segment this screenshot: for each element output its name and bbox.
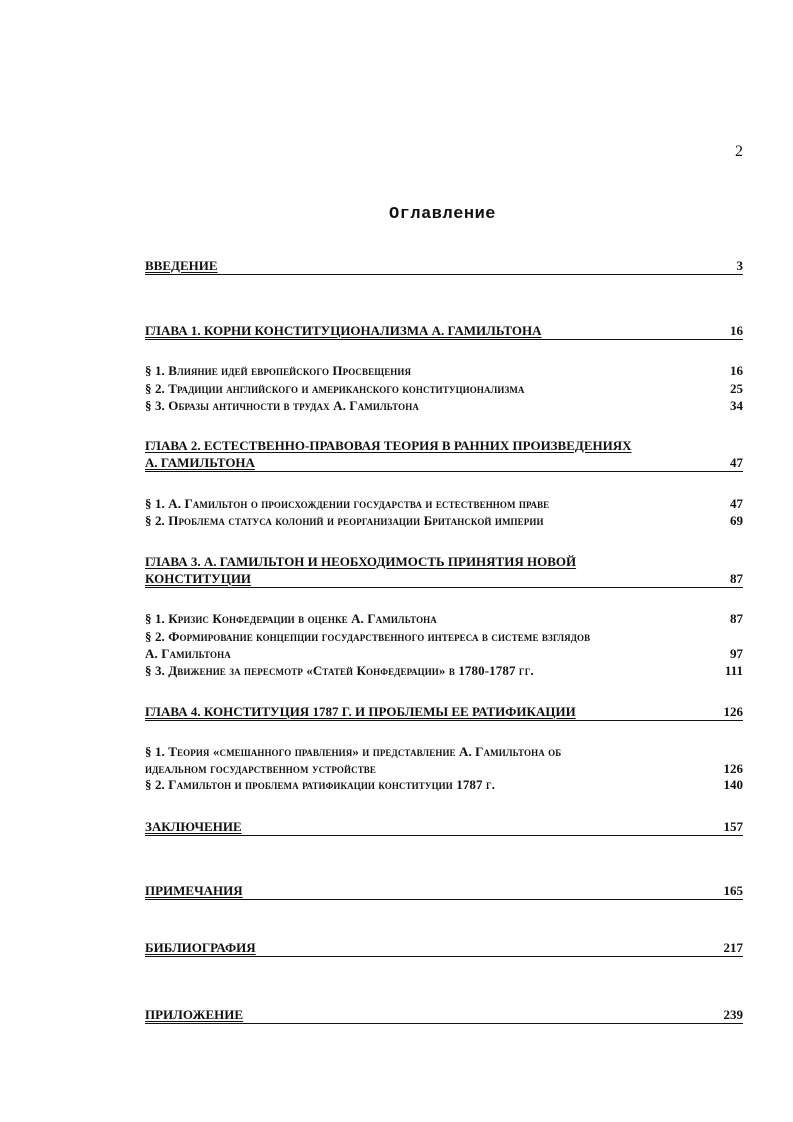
toc-entry-label: ГЛАВА 1. КОРНИ КОНСТИТУЦИОНАЛИЗМА А. ГАМИЛЬТОНА bbox=[145, 323, 542, 338]
toc-entry-page: 69 bbox=[730, 513, 743, 528]
toc-entry-page: 87 bbox=[730, 571, 743, 586]
toc-entry-label-line-2: КОНСТИТУЦИИ bbox=[145, 571, 252, 586]
toc-entry-page: 87 bbox=[730, 611, 743, 626]
toc-entry-label: § 2. Традиции английского и американского конституционализма bbox=[145, 381, 525, 396]
toc-entry-ch3-section-3[interactable] bbox=[145, 662, 743, 679]
toc-entry-ch4-section-2[interactable] bbox=[145, 776, 743, 793]
toc-entry-page: 34 bbox=[730, 398, 743, 413]
toc-entry-page: 157 bbox=[723, 819, 743, 834]
toc-entry-page: 126 bbox=[723, 704, 743, 719]
toc-entry-label: ЗАКЛЮЧЕНИЕ bbox=[145, 819, 242, 834]
toc-entry-page: 239 bbox=[723, 1007, 743, 1022]
toc-entry-label: § 3. Образы античности в трудах А. Гамильтона bbox=[145, 398, 419, 413]
toc-entry-label: § 2. Проблема статуса колоний и реорганизации Британской империи bbox=[145, 513, 544, 528]
page-title: Оглавление bbox=[388, 205, 497, 224]
toc-entry-ch2-section-2[interactable] bbox=[145, 512, 743, 529]
toc-entry-chapter-4[interactable] bbox=[145, 703, 743, 721]
toc-entry-label: § 2. Гамильтон и проблема ратификации конституции 1787 г. bbox=[145, 777, 496, 792]
toc-entry-chapter-2[interactable] bbox=[145, 437, 743, 472]
toc-entry-page: 97 bbox=[730, 646, 743, 661]
toc-entry-ch2-section-1[interactable] bbox=[145, 495, 743, 512]
toc-entry-label-line-1: ГЛАВА 2. ЕСТЕСТВЕННО-ПРАВОВАЯ ТЕОРИЯ В РАННИХ ПРОИЗВЕДЕНИЯХ bbox=[145, 438, 632, 453]
toc-entry-page: 126 bbox=[723, 761, 743, 776]
toc-entry-label-line-2: идеальном государственном устройстве bbox=[145, 761, 376, 776]
toc-entry-chapter-3[interactable] bbox=[145, 553, 743, 588]
toc-entry-appendix[interactable] bbox=[145, 1006, 743, 1024]
toc-entry-label: ГЛАВА 4. КОНСТИТУЦИЯ 1787 Г. И ПРОБЛЕМЫ ЕЕ РАТИФИКАЦИИ bbox=[145, 704, 576, 719]
toc-entry-page: 140 bbox=[723, 777, 743, 792]
toc-entry-label-line-1: § 1. Теория «смешанного правления» и представление А. Гамильтона об bbox=[145, 744, 562, 759]
toc-entry-page: 165 bbox=[723, 883, 743, 898]
toc-entry-label: § 3. Движение за пересмотр «Статей Конфедерации» в 1780-1787 гг. bbox=[145, 663, 534, 678]
toc-entry-label: ВВЕДЕНИЕ bbox=[145, 258, 218, 273]
toc-entry-label: БИБЛИОГРАФИЯ bbox=[145, 940, 256, 955]
toc-entry-ch1-section-3[interactable] bbox=[145, 397, 743, 414]
toc-entry-label: ПРИЛОЖЕНИЕ bbox=[145, 1007, 244, 1022]
toc-entry-label-line-1: ГЛАВА 3. А. ГАМИЛЬТОН И НЕОБХОДИМОСТЬ ПРИНЯТИЯ НОВОЙ bbox=[145, 554, 577, 569]
toc-entry-chapter-1[interactable] bbox=[145, 322, 743, 340]
toc-entry-label: § 1. Влияние идей европейского Просвещения bbox=[145, 363, 412, 378]
toc-entry-page: 16 bbox=[730, 363, 743, 378]
toc-entry-ch3-section-1[interactable] bbox=[145, 610, 743, 627]
toc-entry-label: § 1. А. Гамильтон о происхождении государства и естественном праве bbox=[145, 496, 550, 511]
toc-entry-label: § 1. Кризис Конфедерации в оценке А. Гамильтона bbox=[145, 611, 437, 626]
toc-entry-page: 47 bbox=[730, 455, 743, 470]
toc-entry-conclusion[interactable] bbox=[145, 818, 743, 836]
toc-entry-notes[interactable] bbox=[145, 882, 743, 900]
toc-entry-ch1-section-2[interactable] bbox=[145, 380, 743, 397]
toc-entry-bibliography[interactable] bbox=[145, 939, 743, 957]
toc-entry-ch4-section-1[interactable] bbox=[145, 743, 743, 777]
toc-entry-intro[interactable] bbox=[145, 257, 743, 275]
toc-entry-label: ПРИМЕЧАНИЯ bbox=[145, 883, 243, 898]
toc-entry-page: 111 bbox=[724, 663, 743, 678]
toc-entry-page: 47 bbox=[730, 496, 743, 511]
page-number: 2 bbox=[735, 143, 743, 160]
toc-entry-label-line-1: § 2. Формирование концепции государственного интереса в системе взглядов bbox=[145, 629, 591, 644]
toc-entry-page: 25 bbox=[730, 381, 743, 396]
toc-entry-page: 3 bbox=[736, 258, 743, 273]
toc-entry-page: 217 bbox=[723, 940, 743, 955]
toc-entry-ch3-section-2[interactable] bbox=[145, 628, 743, 662]
toc-entry-ch1-section-1[interactable] bbox=[145, 362, 743, 379]
toc-entry-label-line-2: А. Гамильтона bbox=[145, 646, 231, 661]
toc-entry-page: 16 bbox=[730, 323, 743, 338]
toc-entry-label-line-2: А. ГАМИЛЬТОНА bbox=[145, 455, 255, 470]
